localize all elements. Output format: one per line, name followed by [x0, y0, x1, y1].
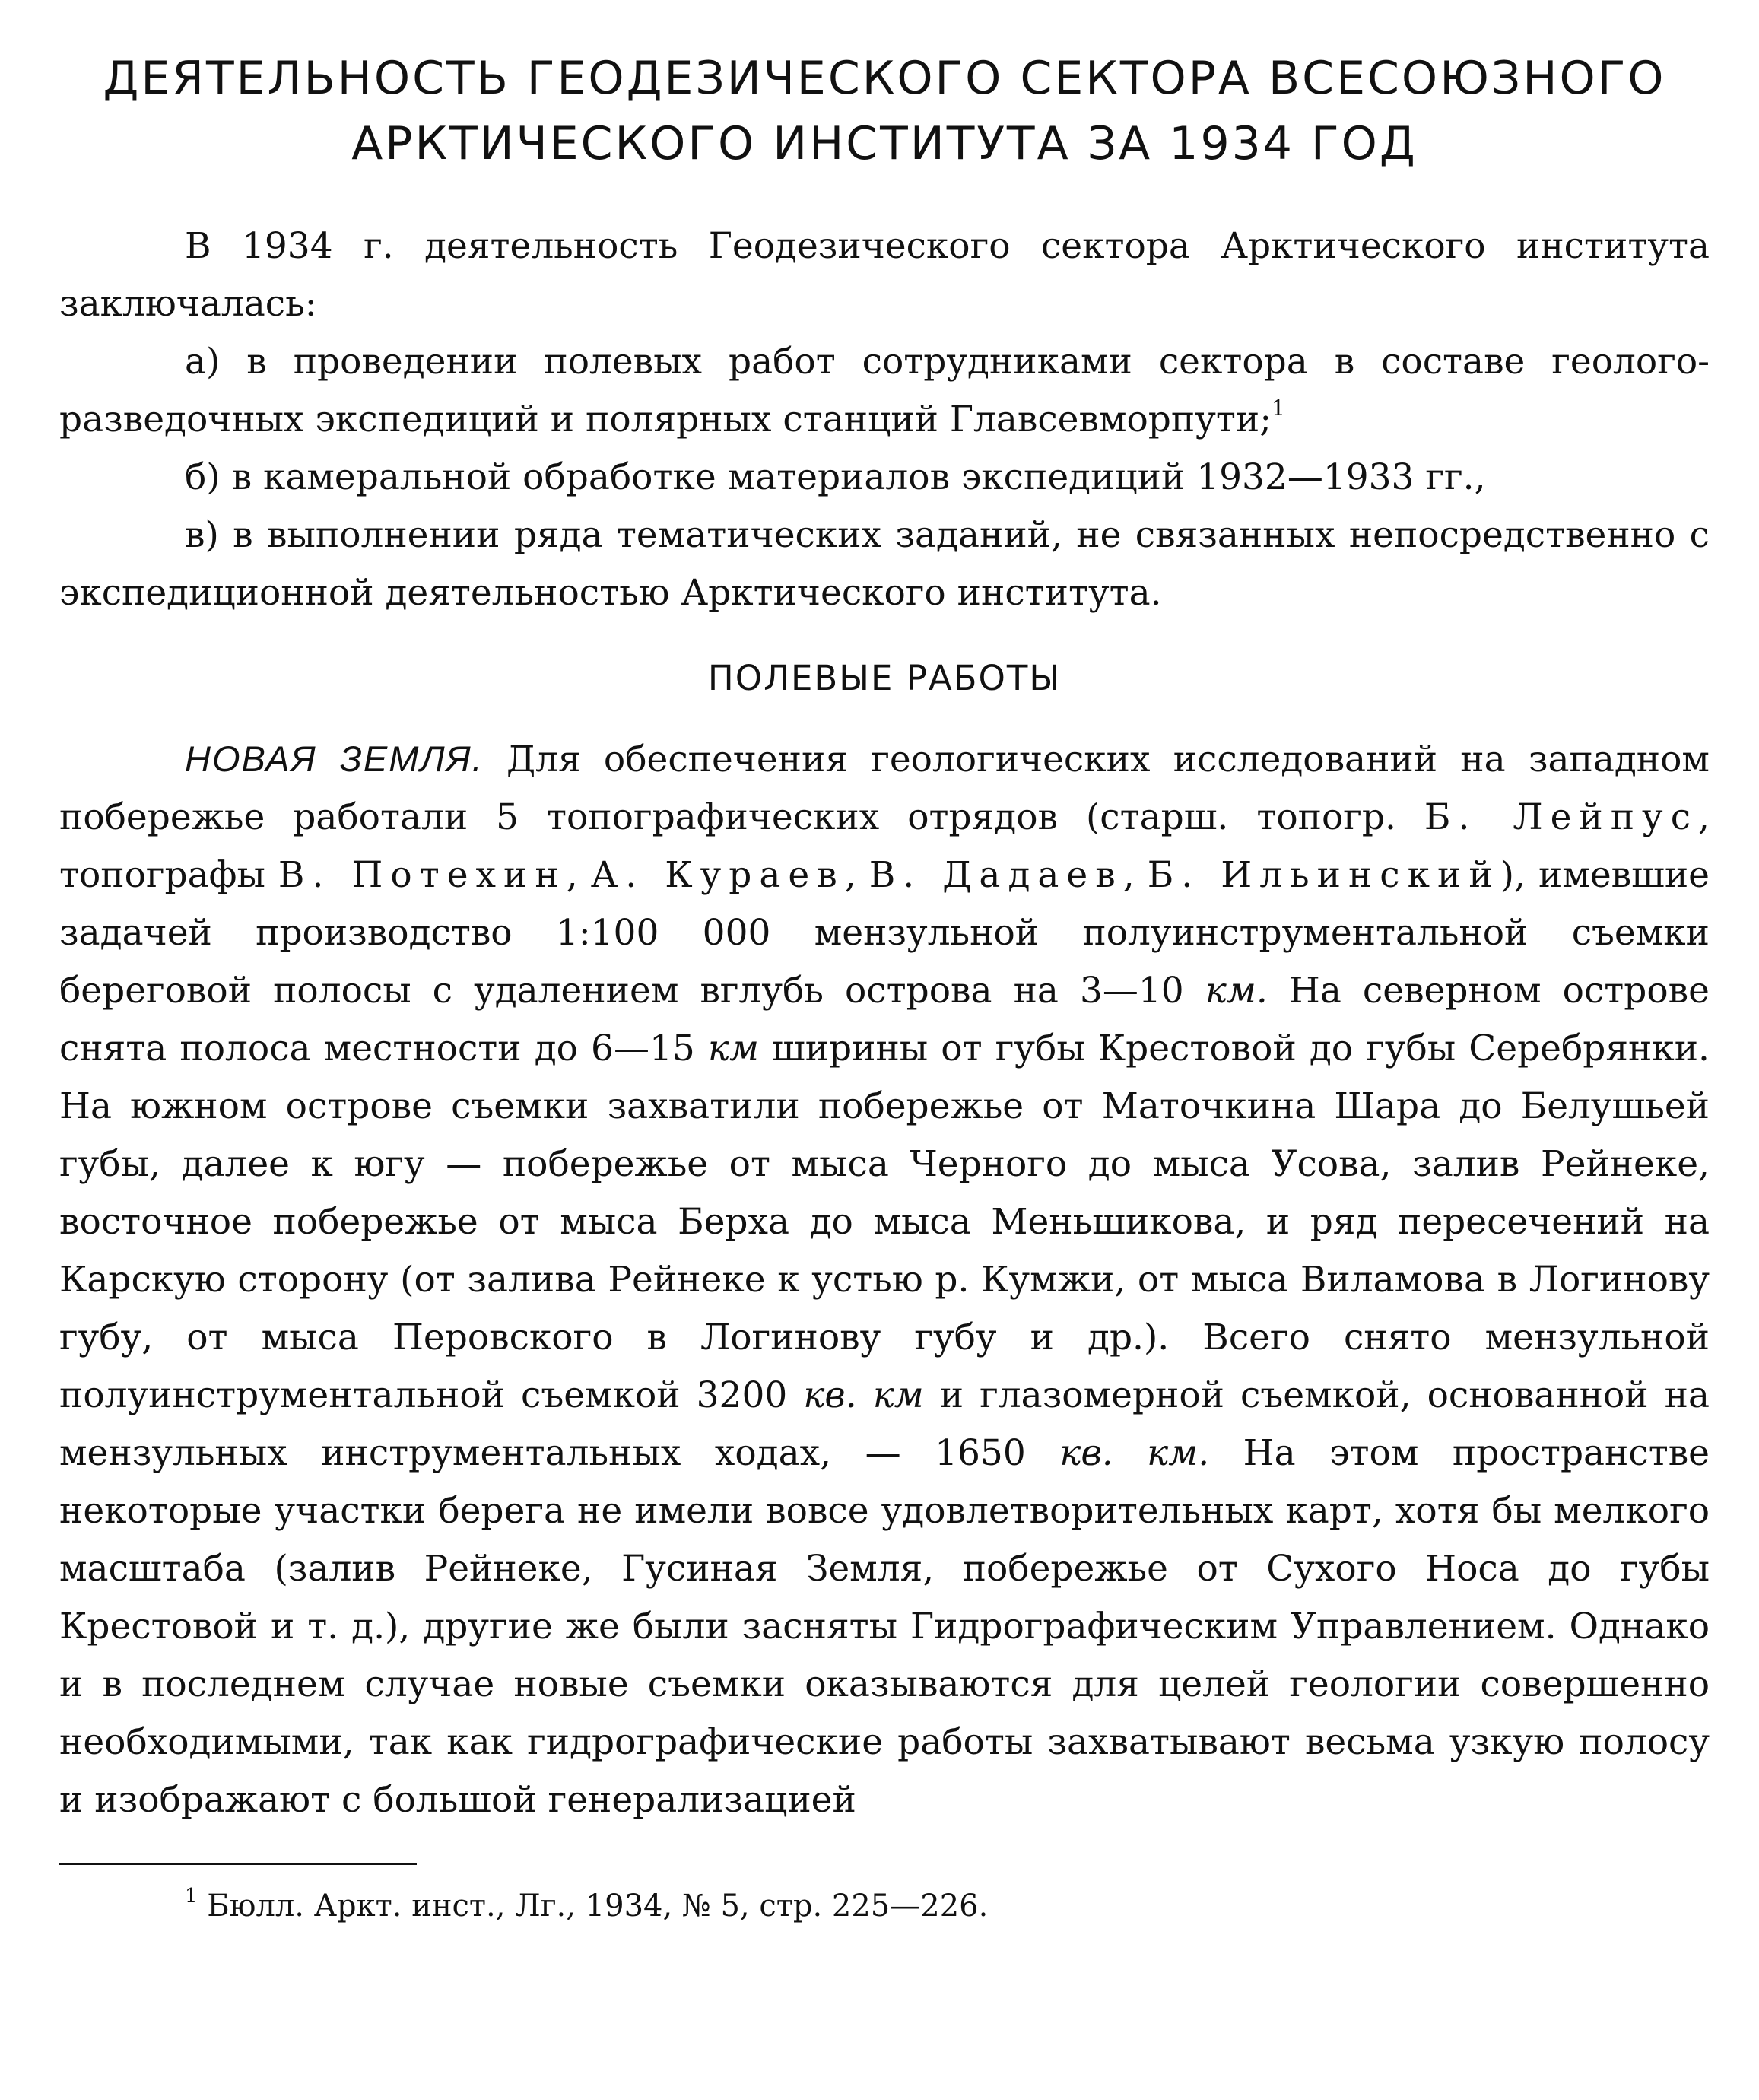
title-line-2: АРКТИЧЕСКОГО ИНСТИТУТА ЗА 1934 ГОД — [351, 117, 1418, 170]
body-text: ), имевшие задачей производство 1:100 000 мензульной полуинструментальной съемки береговой полосы с удалением вглубь острова на 3—10 — [59, 854, 1710, 1012]
body-text: , — [1122, 854, 1135, 896]
title-line-1: ДЕЯТЕЛЬНОСТЬ ГЕОДЕЗИЧЕСКОГО СЕКТОРА ВСЕСОЮЗНОГО — [103, 52, 1666, 105]
footnote-mark: 1 — [185, 1884, 198, 1908]
unit: км — [707, 1028, 759, 1069]
person-name: А. Кураев — [590, 854, 845, 896]
body-text: На этом пространстве некоторые участки берега не имели вовсе удовлетворительных карт, хотя бы мелкого масштаба (залив Рейнеке, Гусиная Земля, побережье от Сухого Носа до губы Крестовой и т. д.), другие же были засняты Гидрографическим Управлением. Однако и в последнем случае новые съемки оказываются для целей геологии совершенно необходимыми, так как гидрографические работы захватывают весьма узкую полосу и изображают с большой генерализацией — [59, 1432, 1710, 1821]
intro-item-b: б) в камеральной обработке материалов экспедиций 1932—1933 гг., — [185, 456, 1486, 498]
body-text: и глазомерной съемкой, основанной на мензульных инструментальных ходах, — 1650 — [59, 1374, 1710, 1474]
body-text: , — [844, 854, 856, 896]
body-text: , — [566, 854, 578, 896]
intro-paragraph: В 1934 г. деятельность Геодезического сектора Арктического института заключалась: — [59, 225, 1710, 325]
footnote-divider — [59, 1863, 417, 1865]
page-title — [59, 46, 1710, 176]
person-name: В. Потехин — [278, 854, 567, 896]
body-text: На северном острове снята полоса местности до 6—15 — [59, 970, 1710, 1069]
person-name: В. Дадаев — [868, 854, 1123, 896]
unit: кв. км. — [1059, 1432, 1210, 1474]
body-text: ширины от губы Крестовой до губы Серебрянки. На южном острове съемки захватили побережье от Маточкина Шара до Белушьей губы, далее к югу — побережье от мыса Черного до мыса Усова, залив Рейнеке, восточное побережье от мыса Берха до мыса Меньшикова, и ряд пересечений на Карскую сторону (от залива Рейнеке к устью р. Кумжи, от мыса Виламова в Логинову губу, от мыса Перовского в Логинову губу и др.). Всего снято мензульной полуинструментальной съемкой 3200 — [59, 1028, 1710, 1416]
paragraph-lead: НОВАЯ ЗЕМЛЯ. — [185, 739, 484, 779]
intro-item-c: в) в выполнении ряда тематических заданий, не связанных непосредственно с экспедиционной деятельностью Арктического института. — [59, 514, 1710, 614]
footnote-text: Бюлл. Аркт. инст., Лг., 1934, № 5, стр. 225—226. — [207, 1889, 989, 1924]
unit: км. — [1205, 970, 1268, 1012]
person-name: Б. Лейпус — [1424, 796, 1699, 838]
document-page — [59, 46, 1710, 1927]
body-text: , топографы — [59, 796, 1710, 896]
intro-item-a — [59, 333, 1710, 449]
intro-section — [59, 218, 1710, 622]
intro-item-a-text: а) в проведении полевых работ сотрудниками сектора в составе геолого-разведочных экспедиций и полярных станций Главсевморпути; — [59, 341, 1710, 440]
body-paragraph — [59, 730, 1710, 1829]
footnote — [59, 1885, 1710, 1927]
unit: кв. км — [803, 1374, 924, 1416]
footnote-ref: 1 — [1272, 396, 1285, 421]
body-text: Для обеспечения геологических исследований на западном побережье работали 5 топографических отрядов (старш. топогр. — [59, 739, 1710, 838]
section-heading: ПОЛЕВЫЕ РАБОТЫ — [707, 658, 1062, 698]
person-name: Б. Ильинский — [1147, 854, 1500, 896]
